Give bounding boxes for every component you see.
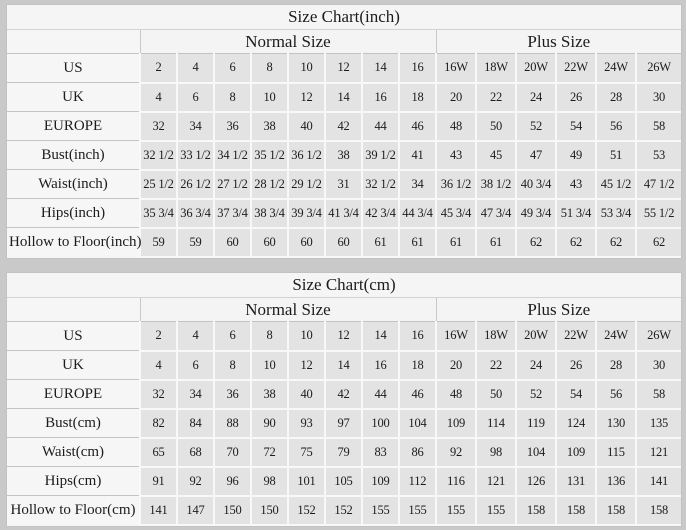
size-value-cell: 155	[476, 496, 516, 525]
size-value-cell: 12	[325, 322, 362, 351]
size-value-cell: 36	[214, 380, 251, 409]
size-value-cell: 24W	[596, 322, 636, 351]
size-value-cell: 43	[556, 170, 596, 199]
size-value-cell: 62	[556, 228, 596, 257]
size-value-cell: 44	[362, 380, 399, 409]
size-value-cell: 33 1/2	[177, 141, 214, 170]
size-value-cell: 38 3/4	[251, 199, 288, 228]
size-value-cell: 12	[288, 83, 325, 112]
size-value-cell: 86	[399, 438, 436, 467]
table-title: Size Chart(cm)	[7, 273, 681, 298]
table-row	[7, 83, 681, 112]
table-title-row	[7, 5, 681, 30]
size-value-cell: 8	[251, 322, 288, 351]
table-row	[7, 199, 681, 228]
size-value-cell: 70	[214, 438, 251, 467]
size-value-cell: 6	[177, 351, 214, 380]
size-value-cell: 150	[214, 496, 251, 525]
row-label: Hips(inch)	[7, 199, 140, 228]
table-row	[7, 380, 681, 409]
size-value-cell: 24W	[596, 54, 636, 83]
size-value-cell: 6	[177, 83, 214, 112]
size-value-cell: 18W	[476, 54, 516, 83]
size-value-cell: 100	[362, 409, 399, 438]
table-row	[7, 467, 681, 496]
normal-size-header: Normal Size	[140, 30, 436, 54]
size-value-cell: 121	[636, 438, 681, 467]
size-value-cell: 34	[399, 170, 436, 199]
size-chart-inch-table	[6, 4, 682, 259]
table-row	[7, 496, 681, 525]
size-value-cell: 119	[516, 409, 556, 438]
size-value-cell: 18	[399, 351, 436, 380]
size-value-cell: 10	[251, 351, 288, 380]
size-value-cell: 51 3/4	[556, 199, 596, 228]
size-value-cell: 49	[556, 141, 596, 170]
size-value-cell: 38	[251, 380, 288, 409]
size-value-cell: 40 3/4	[516, 170, 556, 199]
size-value-cell: 6	[214, 54, 251, 83]
size-value-cell: 62	[636, 228, 681, 257]
size-value-cell: 14	[362, 322, 399, 351]
size-value-cell: 42	[325, 112, 362, 141]
size-value-cell: 12	[288, 351, 325, 380]
size-value-cell: 38 1/2	[476, 170, 516, 199]
size-value-cell: 30	[636, 351, 681, 380]
size-value-cell: 58	[636, 112, 681, 141]
size-chart-cm-table	[6, 272, 682, 527]
size-value-cell: 18W	[476, 322, 516, 351]
row-label: UK	[7, 351, 140, 380]
size-value-cell: 93	[288, 409, 325, 438]
size-value-cell: 2	[140, 54, 177, 83]
size-value-cell: 47 1/2	[636, 170, 681, 199]
row-label: US	[7, 322, 140, 351]
size-value-cell: 109	[436, 409, 476, 438]
size-value-cell: 52	[516, 112, 556, 141]
size-value-cell: 88	[214, 409, 251, 438]
size-value-cell: 61	[476, 228, 516, 257]
row-label: Bust(cm)	[7, 409, 140, 438]
size-value-cell: 98	[476, 438, 516, 467]
table-row	[7, 228, 681, 257]
size-value-cell: 28	[596, 351, 636, 380]
size-value-cell: 14	[325, 351, 362, 380]
size-value-cell: 20	[436, 83, 476, 112]
size-value-cell: 91	[140, 467, 177, 496]
size-table	[7, 273, 681, 526]
normal-size-header: Normal Size	[140, 298, 436, 322]
plus-size-header: Plus Size	[436, 298, 681, 322]
row-label: Waist(cm)	[7, 438, 140, 467]
size-value-cell: 41 3/4	[325, 199, 362, 228]
size-value-cell: 36	[214, 112, 251, 141]
size-value-cell: 116	[436, 467, 476, 496]
size-value-cell: 37 3/4	[214, 199, 251, 228]
size-value-cell: 61	[362, 228, 399, 257]
size-value-cell: 4	[177, 322, 214, 351]
size-value-cell: 131	[556, 467, 596, 496]
table-row	[7, 112, 681, 141]
size-value-cell: 51	[596, 141, 636, 170]
size-value-cell: 158	[636, 496, 681, 525]
size-value-cell: 56	[596, 380, 636, 409]
size-value-cell: 44 3/4	[399, 199, 436, 228]
size-value-cell: 30	[636, 83, 681, 112]
row-label: Hollow to Floor(inch)	[7, 228, 140, 257]
size-value-cell: 61	[399, 228, 436, 257]
size-value-cell: 45 3/4	[436, 199, 476, 228]
size-value-cell: 46	[399, 112, 436, 141]
size-value-cell: 60	[251, 228, 288, 257]
table-title-row	[7, 273, 681, 298]
size-value-cell: 121	[476, 467, 516, 496]
table-row	[7, 322, 681, 351]
row-label: US	[7, 54, 140, 83]
size-value-cell: 39 3/4	[288, 199, 325, 228]
size-value-cell: 4	[140, 83, 177, 112]
size-table	[7, 5, 681, 258]
table-row	[7, 409, 681, 438]
size-value-cell: 105	[325, 467, 362, 496]
row-label: Bust(inch)	[7, 141, 140, 170]
size-value-cell: 58	[636, 380, 681, 409]
size-value-cell: 10	[288, 54, 325, 83]
size-value-cell: 126	[516, 467, 556, 496]
row-label: EUROPE	[7, 112, 140, 141]
size-value-cell: 68	[177, 438, 214, 467]
size-value-cell: 16	[362, 83, 399, 112]
size-value-cell: 36 3/4	[177, 199, 214, 228]
size-value-cell: 32	[140, 112, 177, 141]
size-value-cell: 60	[214, 228, 251, 257]
size-value-cell: 61	[436, 228, 476, 257]
size-value-cell: 42 3/4	[362, 199, 399, 228]
size-value-cell: 6	[214, 322, 251, 351]
size-value-cell: 36 1/2	[436, 170, 476, 199]
row-label: Waist(inch)	[7, 170, 140, 199]
size-value-cell: 29 1/2	[288, 170, 325, 199]
size-value-cell: 75	[288, 438, 325, 467]
size-value-cell: 34 1/2	[214, 141, 251, 170]
size-value-cell: 35 1/2	[251, 141, 288, 170]
size-value-cell: 97	[325, 409, 362, 438]
row-label: UK	[7, 83, 140, 112]
size-value-cell: 53	[636, 141, 681, 170]
size-value-cell: 155	[436, 496, 476, 525]
size-value-cell: 65	[140, 438, 177, 467]
size-value-cell: 152	[288, 496, 325, 525]
table-title: Size Chart(inch)	[7, 5, 681, 30]
size-value-cell: 34	[177, 112, 214, 141]
size-value-cell: 8	[214, 351, 251, 380]
size-value-cell: 14	[362, 54, 399, 83]
size-value-cell: 28 1/2	[251, 170, 288, 199]
row-label: EUROPE	[7, 380, 140, 409]
size-value-cell: 115	[596, 438, 636, 467]
size-value-cell: 28	[596, 83, 636, 112]
size-value-cell: 109	[556, 438, 596, 467]
size-value-cell: 101	[288, 467, 325, 496]
size-value-cell: 22W	[556, 322, 596, 351]
size-group-header-row	[7, 30, 681, 54]
size-value-cell: 92	[177, 467, 214, 496]
size-value-cell: 50	[476, 380, 516, 409]
row-label: Hollow to Floor(cm)	[7, 496, 140, 525]
size-value-cell: 31	[325, 170, 362, 199]
size-group-header-row	[7, 298, 681, 322]
size-value-cell: 22W	[556, 54, 596, 83]
size-value-cell: 109	[362, 467, 399, 496]
size-value-cell: 16	[399, 322, 436, 351]
size-value-cell: 141	[636, 467, 681, 496]
size-value-cell: 158	[556, 496, 596, 525]
size-value-cell: 150	[251, 496, 288, 525]
size-value-cell: 47 3/4	[476, 199, 516, 228]
size-value-cell: 41	[399, 141, 436, 170]
size-value-cell: 47	[516, 141, 556, 170]
size-value-cell: 152	[325, 496, 362, 525]
size-value-cell: 26 1/2	[177, 170, 214, 199]
size-value-cell: 24	[516, 351, 556, 380]
size-value-cell: 98	[251, 467, 288, 496]
size-value-cell: 2	[140, 322, 177, 351]
size-value-cell: 42	[325, 380, 362, 409]
size-value-cell: 32 1/2	[362, 170, 399, 199]
size-value-cell: 82	[140, 409, 177, 438]
size-value-cell: 10	[251, 83, 288, 112]
size-value-cell: 20W	[516, 54, 556, 83]
size-value-cell: 25 1/2	[140, 170, 177, 199]
row-label: Hips(cm)	[7, 467, 140, 496]
size-value-cell: 38	[251, 112, 288, 141]
corner-cell	[7, 30, 140, 54]
size-value-cell: 114	[476, 409, 516, 438]
corner-cell	[7, 298, 140, 322]
size-value-cell: 59	[177, 228, 214, 257]
size-value-cell: 45	[476, 141, 516, 170]
size-value-cell: 10	[288, 322, 325, 351]
size-value-cell: 130	[596, 409, 636, 438]
size-value-cell: 46	[399, 380, 436, 409]
size-value-cell: 27 1/2	[214, 170, 251, 199]
size-value-cell: 112	[399, 467, 436, 496]
size-value-cell: 40	[288, 112, 325, 141]
table-row	[7, 141, 681, 170]
size-value-cell: 35 3/4	[140, 199, 177, 228]
size-value-cell: 55 1/2	[636, 199, 681, 228]
size-value-cell: 34	[177, 380, 214, 409]
size-value-cell: 90	[251, 409, 288, 438]
size-value-cell: 141	[140, 496, 177, 525]
size-value-cell: 4	[177, 54, 214, 83]
size-value-cell: 96	[214, 467, 251, 496]
size-value-cell: 147	[177, 496, 214, 525]
size-value-cell: 18	[399, 83, 436, 112]
size-value-cell: 83	[362, 438, 399, 467]
size-value-cell: 136	[596, 467, 636, 496]
size-value-cell: 12	[325, 54, 362, 83]
size-value-cell: 84	[177, 409, 214, 438]
size-value-cell: 104	[516, 438, 556, 467]
size-value-cell: 8	[214, 83, 251, 112]
size-value-cell: 16W	[436, 54, 476, 83]
size-value-cell: 48	[436, 380, 476, 409]
size-value-cell: 26W	[636, 322, 681, 351]
plus-size-header: Plus Size	[436, 30, 681, 54]
size-value-cell: 20W	[516, 322, 556, 351]
size-value-cell: 62	[516, 228, 556, 257]
size-value-cell: 22	[476, 351, 516, 380]
size-value-cell: 60	[325, 228, 362, 257]
table-row	[7, 438, 681, 467]
size-value-cell: 155	[399, 496, 436, 525]
size-value-cell: 53 3/4	[596, 199, 636, 228]
size-value-cell: 158	[596, 496, 636, 525]
size-value-cell: 16W	[436, 322, 476, 351]
size-value-cell: 48	[436, 112, 476, 141]
size-value-cell: 56	[596, 112, 636, 141]
size-value-cell: 26W	[636, 54, 681, 83]
size-value-cell: 26	[556, 83, 596, 112]
size-value-cell: 32 1/2	[140, 141, 177, 170]
size-value-cell: 155	[362, 496, 399, 525]
size-value-cell: 104	[399, 409, 436, 438]
size-value-cell: 4	[140, 351, 177, 380]
size-value-cell: 43	[436, 141, 476, 170]
size-value-cell: 54	[556, 112, 596, 141]
size-value-cell: 16	[399, 54, 436, 83]
size-value-cell: 124	[556, 409, 596, 438]
size-value-cell: 26	[556, 351, 596, 380]
size-value-cell: 16	[362, 351, 399, 380]
size-value-cell: 52	[516, 380, 556, 409]
size-value-cell: 36 1/2	[288, 141, 325, 170]
table-row	[7, 54, 681, 83]
size-value-cell: 62	[596, 228, 636, 257]
size-value-cell: 92	[436, 438, 476, 467]
size-value-cell: 60	[288, 228, 325, 257]
size-value-cell: 49 3/4	[516, 199, 556, 228]
size-value-cell: 14	[325, 83, 362, 112]
size-value-cell: 8	[251, 54, 288, 83]
size-value-cell: 45 1/2	[596, 170, 636, 199]
size-value-cell: 135	[636, 409, 681, 438]
size-value-cell: 39 1/2	[362, 141, 399, 170]
size-value-cell: 79	[325, 438, 362, 467]
size-value-cell: 59	[140, 228, 177, 257]
size-value-cell: 24	[516, 83, 556, 112]
size-value-cell: 54	[556, 380, 596, 409]
size-value-cell: 158	[516, 496, 556, 525]
size-value-cell: 40	[288, 380, 325, 409]
size-value-cell: 44	[362, 112, 399, 141]
size-value-cell: 32	[140, 380, 177, 409]
table-row	[7, 170, 681, 199]
size-value-cell: 20	[436, 351, 476, 380]
size-value-cell: 50	[476, 112, 516, 141]
size-value-cell: 72	[251, 438, 288, 467]
table-row	[7, 351, 681, 380]
size-value-cell: 22	[476, 83, 516, 112]
size-value-cell: 38	[325, 141, 362, 170]
